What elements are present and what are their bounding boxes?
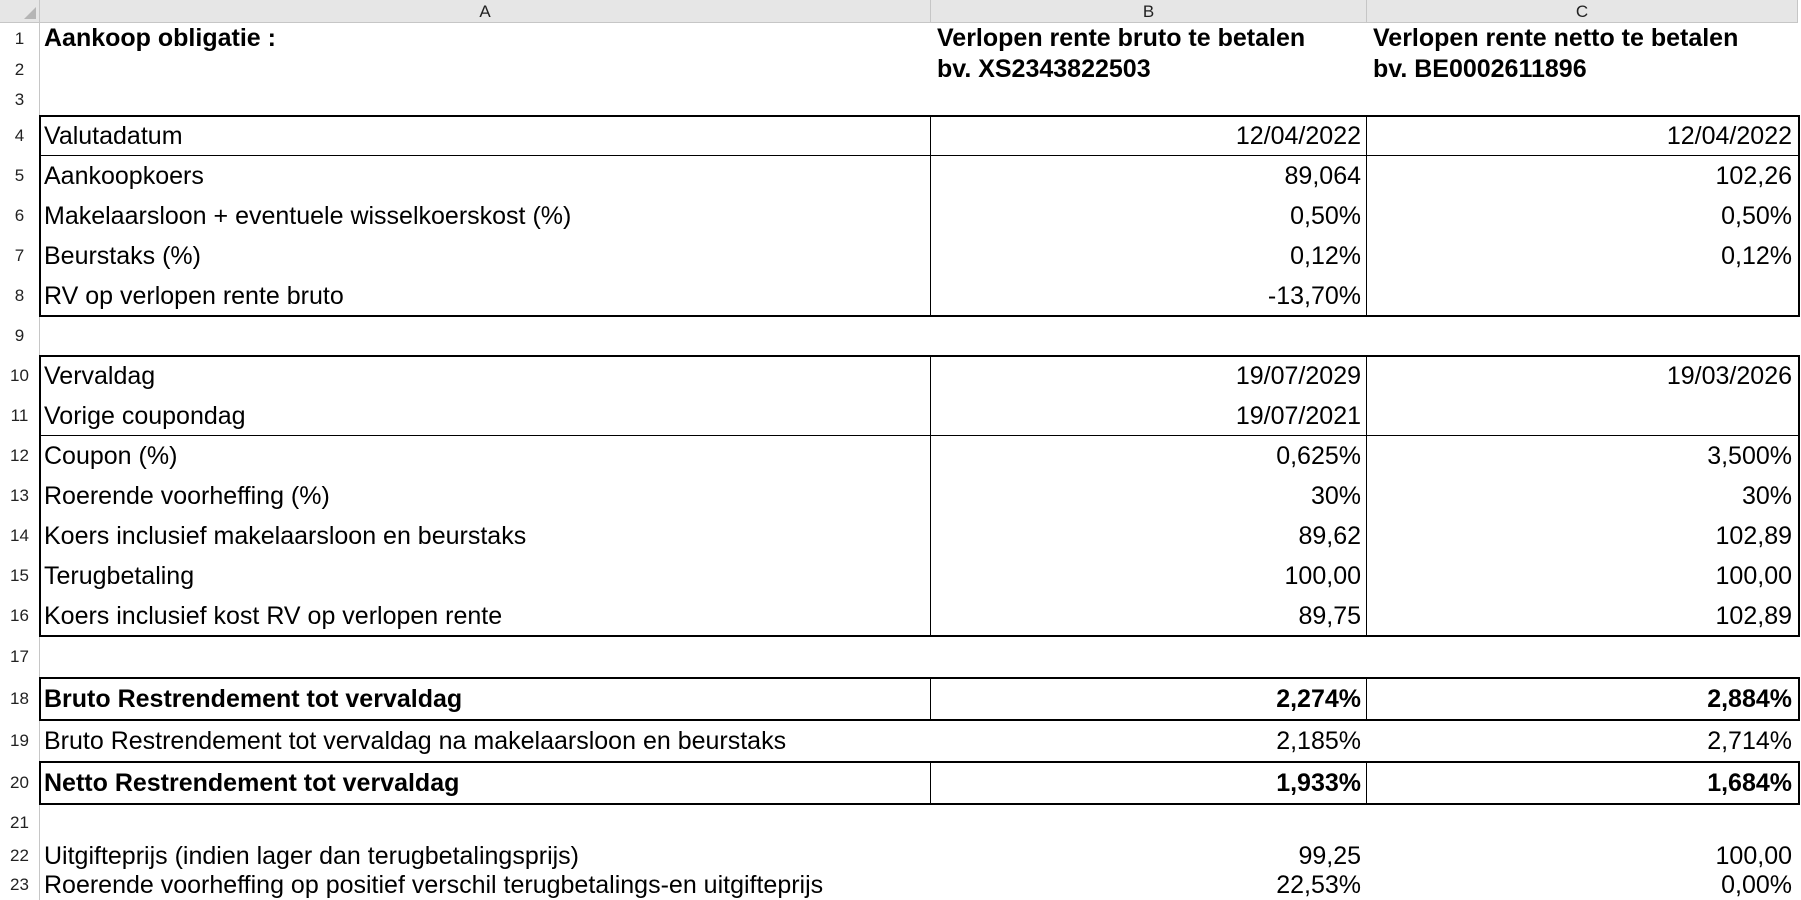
cell-c[interactable] (1367, 804, 1792, 842)
cell-c[interactable]: 1,684% (1707, 769, 1792, 797)
cell-border (39, 115, 41, 317)
row-header[interactable]: 19 (0, 720, 40, 762)
cell-c[interactable]: 2,884% (1707, 685, 1792, 713)
cell-b[interactable]: 30% (1310, 482, 1361, 510)
cell-b[interactable]: 99,25 (1298, 842, 1361, 870)
cell-a[interactable]: Aankoop obligatie : (44, 24, 276, 52)
row-header[interactable]: 15 (0, 556, 40, 596)
cell-c[interactable]: 102,26 (1715, 162, 1792, 190)
row-header[interactable]: 18 (0, 678, 40, 720)
cell-b[interactable]: 12/04/2022 (1235, 122, 1361, 150)
row-header[interactable]: 22 (0, 842, 40, 870)
cell-c[interactable]: 3,500% (1707, 442, 1792, 470)
cell-b[interactable] (931, 85, 1361, 115)
cell-a[interactable]: Terugbetaling (44, 562, 195, 590)
cell-border (40, 155, 1800, 156)
column-header-a[interactable]: A (40, 0, 931, 23)
row-header[interactable]: 6 (0, 196, 40, 236)
cell-border (40, 803, 1800, 805)
cell-border (40, 355, 1800, 357)
cell-border (40, 435, 1800, 436)
cell-b[interactable]: -13,70% (1267, 282, 1361, 310)
row-header[interactable]: 14 (0, 516, 40, 556)
cell-border (39, 355, 41, 637)
row-header[interactable]: 7 (0, 236, 40, 276)
cell-border (1798, 761, 1800, 805)
cell-border (40, 719, 1800, 721)
cell-c[interactable]: 102,89 (1715, 602, 1792, 630)
cell-border (1798, 355, 1800, 637)
cell-c[interactable]: 100,00 (1715, 842, 1792, 870)
select-all-triangle-icon (24, 7, 36, 19)
cell-b[interactable]: 0,12% (1290, 242, 1361, 270)
cell-border (39, 761, 41, 805)
select-all-corner[interactable] (0, 0, 40, 23)
cell-c[interactable] (1367, 636, 1792, 678)
cell-a[interactable]: Uitgifteprijs (indien lager dan terugbetalingsprijs) (44, 842, 579, 870)
cell-border (930, 761, 931, 805)
cell-a[interactable]: Koers inclusief makelaarsloon en beurstaks (44, 522, 527, 550)
row-header[interactable]: 21 (0, 804, 40, 842)
cell-c[interactable]: Verlopen rente netto te betalen (1373, 24, 1739, 52)
cell-b[interactable]: 1,933% (1276, 769, 1361, 797)
cell-c[interactable]: 0,00% (1721, 871, 1792, 899)
cell-c[interactable]: 0,12% (1721, 242, 1792, 270)
cell-b[interactable]: 89,064 (1284, 162, 1361, 190)
cell-b[interactable] (931, 804, 1361, 842)
cell-border (1366, 761, 1367, 805)
cell-b[interactable]: 22,53% (1276, 871, 1361, 899)
cell-b[interactable]: 89,75 (1298, 602, 1361, 630)
cell-border (40, 635, 1800, 637)
cell-border (1366, 355, 1367, 637)
cell-b[interactable]: 2,274% (1276, 685, 1361, 713)
cell-border (930, 677, 931, 721)
cell-c[interactable]: 2,714% (1707, 727, 1792, 755)
cell-c[interactable] (1367, 85, 1792, 115)
row-header[interactable]: 16 (0, 596, 40, 636)
row-header[interactable]: 17 (0, 636, 40, 678)
cell-c[interactable] (1367, 316, 1792, 356)
cell-border (40, 315, 1800, 317)
row-header[interactable]: 23 (0, 870, 40, 900)
cell-a[interactable]: Bruto Restrendement tot vervaldag (44, 685, 463, 713)
cell-a[interactable]: Koers inclusief kost RV op verlopen rente (44, 602, 503, 630)
row-header[interactable]: 3 (0, 85, 40, 115)
cell-a[interactable]: RV op verlopen rente bruto (44, 282, 344, 310)
cell-border (1366, 677, 1367, 721)
cell-border (40, 761, 1800, 763)
cell-c[interactable]: bv. BE0002611896 (1373, 55, 1587, 83)
cell-b[interactable]: 0,625% (1276, 442, 1361, 470)
row-header[interactable]: 12 (0, 436, 40, 476)
cell-a[interactable]: Bruto Restrendement tot vervaldag na makelaarsloon en beurstaks (44, 727, 787, 755)
cell-a[interactable]: Aankoopkoers (44, 162, 204, 190)
cell-b[interactable]: 19/07/2029 (1235, 362, 1361, 390)
cell-border (40, 677, 1800, 679)
cell-c[interactable] (1367, 276, 1792, 316)
cell-b[interactable]: 89,62 (1298, 522, 1361, 550)
cell-a[interactable]: Valutadatum (44, 122, 183, 150)
cell-a[interactable]: Makelaarsloon + eventuele wisselkoerskost (%) (44, 202, 572, 230)
cell-a[interactable]: Vorige coupondag (44, 402, 246, 430)
cell-a[interactable]: Roerende voorheffing op positief verschil terugbetalings-en uitgifteprijs (44, 871, 824, 899)
cell-c[interactable]: 19/03/2026 (1666, 362, 1792, 390)
cell-a[interactable]: Beurstaks (%) (44, 242, 201, 270)
row-header[interactable]: 4 (0, 116, 40, 156)
cell-b[interactable]: 2,185% (1276, 727, 1361, 755)
cell-b[interactable]: 0,50% (1290, 202, 1361, 230)
row-header[interactable]: 1 (0, 23, 40, 54)
cell-b[interactable] (931, 316, 1361, 356)
row-header[interactable]: 8 (0, 276, 40, 316)
row-header[interactable]: 10 (0, 356, 40, 396)
row-header[interactable]: 9 (0, 316, 40, 356)
cell-c[interactable]: 30% (1741, 482, 1792, 510)
cell-a[interactable]: Roerende voorheffing (%) (44, 482, 330, 510)
cell-b[interactable]: bv. XS2343822503 (937, 55, 1151, 83)
cell-b[interactable]: 100,00 (1284, 562, 1361, 590)
cell-border (40, 115, 1800, 117)
row-header[interactable]: 11 (0, 396, 40, 436)
column-header-c[interactable]: C (1367, 0, 1798, 23)
row-header[interactable]: 5 (0, 156, 40, 196)
row-header[interactable]: 2 (0, 54, 40, 85)
cell-c[interactable]: 102,89 (1715, 522, 1792, 550)
column-header-b[interactable]: B (931, 0, 1367, 23)
cell-a[interactable]: Netto Restrendement tot vervaldag (44, 769, 460, 797)
row-header[interactable]: 20 (0, 762, 40, 804)
cell-b[interactable]: 19/07/2021 (1235, 402, 1361, 430)
cell-border (1366, 115, 1367, 317)
cell-b[interactable] (931, 636, 1361, 678)
cell-a[interactable]: Coupon (%) (44, 442, 178, 470)
cell-border (1798, 115, 1800, 317)
cell-border (930, 355, 931, 637)
row-header[interactable]: 13 (0, 476, 40, 516)
cell-c[interactable]: 100,00 (1715, 562, 1792, 590)
cell-border (1798, 677, 1800, 721)
cell-border (930, 115, 931, 317)
cell-c[interactable]: 0,50% (1721, 202, 1792, 230)
cell-b[interactable]: Verlopen rente bruto te betalen (937, 24, 1306, 52)
cell-c[interactable]: 12/04/2022 (1666, 122, 1792, 150)
cell-a[interactable]: Vervaldag (44, 362, 156, 390)
cell-border (39, 677, 41, 721)
cell-c[interactable] (1367, 396, 1792, 436)
